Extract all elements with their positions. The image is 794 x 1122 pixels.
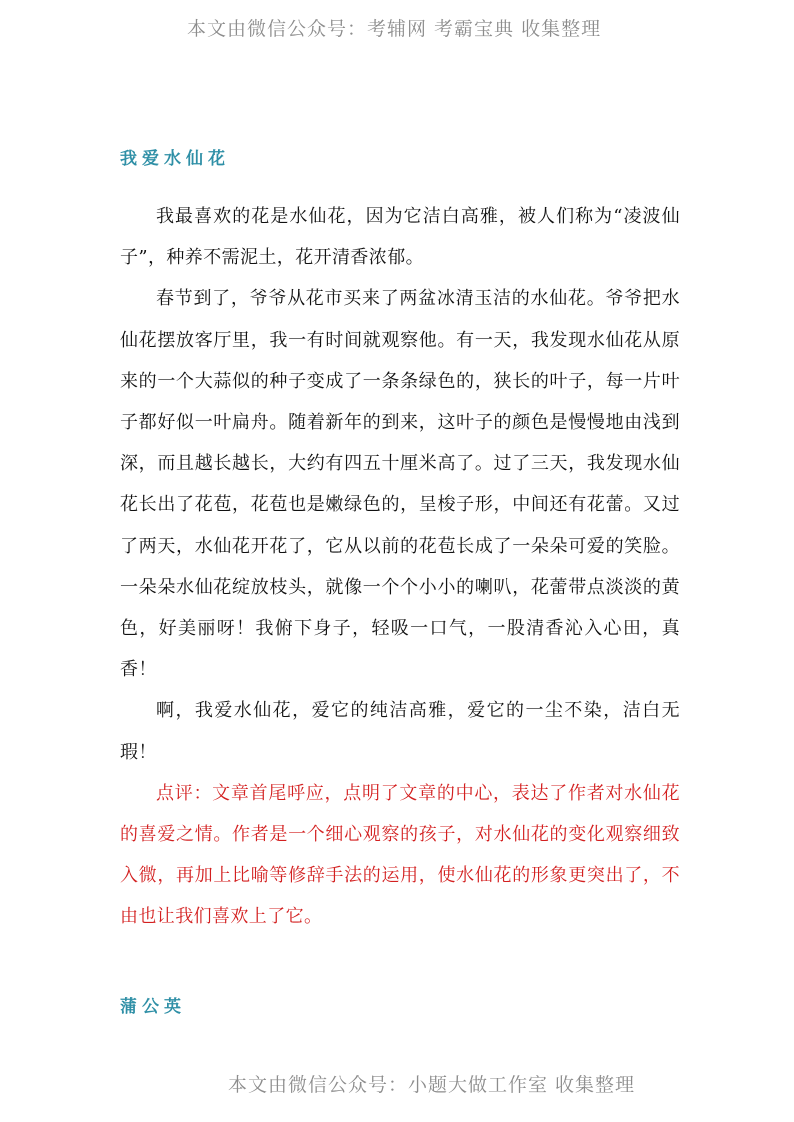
paragraph-conclusion: 啊，我爱水仙花，爱它的纯洁高雅，爱它的一尘不染，洁白无瑕！ xyxy=(120,700,680,763)
header-watermark: 本文由微信公众号：考辅网 考霸宝典 收集整理 xyxy=(187,18,602,40)
article-body xyxy=(120,142,680,1024)
article-title: 我爱水仙花 xyxy=(120,149,230,169)
footer-watermark: 本文由微信公众号：小题大做工作室 收集整理 xyxy=(228,1074,636,1096)
next-article-title: 蒲公英 xyxy=(120,996,186,1017)
paragraph-intro: 我最喜欢的花是水仙花，因为它洁白高雅，被人们称为“凌波仙子”，种养不需泥土，花开清香浓郁。 xyxy=(120,206,680,269)
paragraph-observation: 春节到了，爷爷从花市买来了两盆冰清玉洁的水仙花。爷爷把水仙花摆放客厅里，我一有时间就观察他。有一天，我发现水仙花从原来的一个大蒜似的种子变成了一条条绿色的，狭长的叶子，每一片叶子都好似一叶扁舟。随着新年的到来，这叶子的颜色是慢慢地由浅到深，而且越长越长，大约有四五十厘米高了。过了三天，我发现水仙花长出了花苞，花苞也是嫩绿色的，呈梭子形，中间还有花蕾。又过了两天，水仙花开花了，它从以前的花苞长成了一朵朵可爱的笑脸。一朵朵水仙花绽放枝头，就像一个个小小的喇叭，花蕾带点淡淡的黄色，好美丽呀！我俯下身子，轻吸一口气，一股清香沁入心田，真香！ xyxy=(120,288,680,681)
teacher-comment: 点评：文章首尾呼应，点明了文章的中心，表达了作者对水仙花的喜爱之情。作者是一个细心观察的孩子，对水仙花的变化观察细致入微，再加上比喻等修辞手法的运用，使水仙花的形象更突出了，不由也让我们喜欢上了它。 xyxy=(120,782,680,928)
